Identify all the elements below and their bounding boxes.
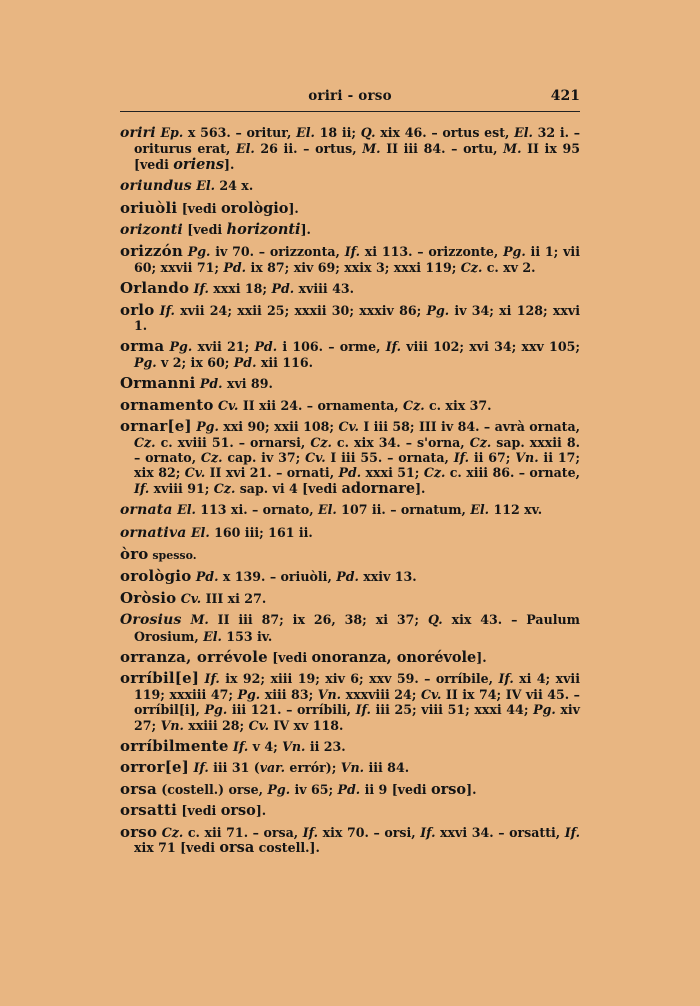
entry-text: Cz.: [423, 465, 446, 481]
entry-text: II iii 84. – ortu,: [380, 141, 504, 157]
dictionary-entry: [120, 544, 580, 563]
entry-text: xxiv 13.: [358, 569, 417, 585]
entry-text: Pg.: [533, 702, 556, 718]
dictionary-entry: [120, 395, 580, 414]
entry-text: c. xix 37.: [424, 397, 492, 413]
entry-text: 113 xi. – ornato,: [195, 502, 319, 518]
entry-text: Pd.: [195, 569, 219, 585]
entry-text: viii 102; xvi 34; xxv 105;: [401, 339, 580, 355]
entry-text: If.: [453, 449, 470, 465]
entry-text: Q.: [427, 612, 443, 628]
entry-text: El.: [203, 628, 222, 644]
entry-text: If.: [498, 671, 514, 687]
entry-text: Vn.: [340, 760, 365, 776]
entry-text: var.: [259, 760, 286, 776]
dictionary-entry: [120, 281, 580, 296]
entry-text: c. xviii 51. – ornarsi,: [155, 434, 311, 450]
entry-text: If.: [204, 671, 220, 687]
cross-reference: horizonti: [226, 221, 301, 239]
entry-text: El.: [190, 524, 210, 540]
cross-reference: orso: [430, 780, 467, 798]
entry-text: iii 84.: [364, 760, 410, 776]
entry-text: If.: [193, 281, 209, 297]
entry-text: 107 ii. – ornatum,: [336, 502, 471, 518]
entry-text: Vn.: [160, 717, 184, 733]
entry-text: xxxi 18;: [208, 281, 272, 297]
entry-text: xiii 83;: [260, 686, 318, 702]
entry-text: v 2; ix 60;: [156, 354, 234, 370]
dictionary-entry: [120, 244, 580, 275]
entry-text: sap. vi 4 [vedi: [235, 480, 342, 496]
entry-text: If.: [385, 339, 401, 355]
entry-headword: oriuòli: [120, 198, 178, 217]
entry-headword: orríbilmente: [120, 737, 229, 755]
entry-text: xvii 24; xxii 25; xxxii 30; xxxiv 86;: [174, 302, 427, 318]
entry-text: ].: [300, 222, 311, 238]
entry-text: El.: [196, 178, 216, 194]
entry-text: xix 46. – ortus est,: [375, 125, 515, 140]
entry-text: Cv.: [338, 419, 359, 435]
entry-text: Cz.: [460, 259, 483, 275]
entry-text: El.: [470, 502, 490, 518]
entry-list: [120, 125, 580, 861]
entry-text: [vedi: [177, 200, 221, 216]
entry-text: ].: [476, 649, 487, 665]
entry-text: ii 9 [vedi: [360, 781, 431, 797]
entry-headword: oriundus: [120, 178, 192, 195]
running-title: oriri - orso: [308, 88, 392, 104]
entry-text: x 139. – oriuòli,: [218, 569, 337, 585]
entry-text: II xii 24. – ornamenta,: [238, 397, 404, 413]
entry-text: Cz.: [403, 397, 425, 413]
entry-text: xviii 43.: [294, 281, 354, 297]
entry-text: iv 65;: [290, 781, 338, 797]
entry-text: Cz.: [200, 449, 223, 465]
entry-headword: ornamento: [120, 395, 214, 414]
entry-headword: ornar[e]: [120, 417, 192, 436]
dictionary-entry: [120, 525, 580, 541]
dictionary-entry: [120, 647, 580, 666]
entry-text: (costell.) orse,: [156, 781, 268, 797]
entry-text: Pd.: [338, 465, 362, 481]
dictionary-entry: [120, 779, 580, 798]
entry-text: 24 x.: [215, 178, 254, 194]
entry-text: El.: [235, 141, 255, 157]
entry-headword: orizzón: [120, 242, 183, 261]
entry-text: ix 87; xiv 69; xxix 3; xxxi 119;: [246, 259, 461, 275]
running-header: [120, 86, 580, 108]
entry-text: II iii 87; ix 26, 38; xi 37;: [208, 612, 428, 628]
entry-text: M.: [503, 141, 522, 157]
entry-text: xix 43. – Paulum Orosium,: [134, 612, 580, 644]
entry-text: x 563. – oritur,: [183, 125, 297, 140]
entry-text: xxiii 28;: [183, 717, 249, 733]
dictionary-entry: [120, 178, 580, 194]
entry-text: xvi 89.: [222, 376, 273, 392]
entry-text: xix 71 [vedi: [134, 840, 220, 856]
entry-headword: orror[e]: [120, 758, 190, 777]
entry-text: If.: [232, 739, 249, 754]
entry-text: 153 iv.: [221, 628, 273, 644]
dictionary-entry: [120, 822, 581, 857]
dictionary-entry: [120, 198, 580, 217]
entry-text: Ep.: [160, 125, 184, 140]
entry-text: ii 23.: [305, 739, 346, 754]
dictionary-entry: [120, 300, 581, 334]
entry-text: If.: [159, 302, 175, 318]
dictionary-entry: [120, 612, 580, 644]
entry-text: Pd.: [199, 376, 223, 392]
entry-text: III xi 27.: [201, 590, 267, 606]
entry-text: Cz.: [161, 824, 184, 840]
entry-text: iii 25; viii 51; xxxi 44;: [370, 702, 534, 718]
entry-text: 32 i. – oriturus erat,: [134, 125, 581, 157]
entry-text: xxxi 51;: [361, 465, 424, 481]
entry-text: II ix 74; IV vii 45. – orríbil[i],: [134, 686, 580, 718]
dictionary-entry: [120, 803, 580, 818]
entry-headword: ornata: [120, 502, 173, 519]
entry-text: Q.: [360, 125, 376, 140]
entry-text: spesso.: [148, 548, 197, 562]
entry-text: If.: [134, 480, 150, 496]
entry-text: errór);: [285, 760, 341, 776]
entry-text: M.: [362, 141, 381, 157]
entry-text: 112 xv.: [489, 502, 543, 518]
entry-text: ii 1; vii 60; xxvii 71;: [134, 244, 580, 275]
entry-text: Cz.: [213, 480, 236, 496]
cross-reference: adornare: [341, 479, 416, 497]
entry-text: xi 4; xvii 119; xxxiii 47;: [134, 671, 580, 702]
dictionary-entry: [120, 588, 580, 607]
entry-headword: Orlando: [120, 279, 190, 298]
entry-text: If.: [302, 824, 319, 840]
entry-text: iii 31 (: [208, 760, 260, 776]
entry-text: cap. iv 37;: [222, 449, 306, 465]
entry-text: v 4;: [248, 739, 283, 754]
entry-text: c. xv 2.: [482, 259, 536, 275]
entry-text: Pd.: [337, 781, 361, 797]
entry-text: El.: [177, 502, 196, 518]
entry-text: Cz.: [469, 434, 492, 450]
entry-text: Cv.: [184, 465, 206, 481]
entry-text: Pg.: [237, 686, 261, 702]
entry-headword: orranza, orrévole: [120, 647, 268, 666]
entry-text: ].: [415, 480, 426, 496]
header-rule: [120, 111, 580, 112]
entry-text: If.: [193, 760, 209, 776]
entry-text: 26 ii. – ortus,: [254, 141, 363, 157]
entry-text: Vn.: [515, 449, 539, 465]
entry-text: [vedi: [267, 649, 312, 665]
cross-reference: orològio: [220, 199, 289, 217]
entry-text: iii 121. – orríbili,: [227, 702, 356, 718]
entry-text: I iii 55. – ornata,: [325, 449, 454, 465]
entry-text: ii 17; xix 82;: [134, 449, 580, 481]
entry-text: xxxviii 24;: [341, 686, 421, 702]
entry-text: sap. xxxii 8. – ornato,: [134, 434, 580, 465]
entry-text: If.: [344, 244, 360, 260]
entry-text: I iii 58; III iv 84. – avrà ornata,: [358, 419, 580, 435]
entry-text: Cv.: [420, 686, 442, 702]
entry-text: Pg.: [169, 339, 193, 355]
entry-headword: Orosius: [120, 612, 182, 629]
entry-text: Pg.: [267, 781, 291, 797]
entry-headword: orizonti: [120, 222, 183, 239]
entry-headword: orològio: [120, 567, 192, 586]
entry-text: Pg.: [134, 354, 157, 370]
entry-text: ].: [466, 781, 477, 797]
entry-text: Pg.: [187, 244, 211, 260]
entry-text: c. xii 71. – orsa,: [183, 824, 303, 840]
page-number: 421: [550, 88, 580, 104]
entry-text: Cz.: [310, 434, 332, 450]
entry-text: xviii 91;: [149, 480, 214, 496]
dictionary-entry: [120, 671, 580, 733]
entry-text: [vedi: [182, 222, 227, 238]
cross-reference: oriens: [173, 155, 225, 173]
entry-text: Vn.: [282, 739, 306, 754]
entry-text: Vn.: [317, 686, 342, 702]
entry-text: i 106. – orme,: [277, 339, 386, 355]
entry-text: xi 113. – orizzonte,: [359, 244, 504, 260]
entry-text: Pg.: [426, 302, 450, 318]
entry-text: If.: [355, 702, 371, 718]
entry-text: Cz.: [134, 434, 156, 450]
dictionary-entry: [120, 502, 580, 518]
entry-text: xiv 27;: [134, 702, 580, 733]
entry-text: ].: [288, 200, 299, 216]
entry-text: II xvi 21. – ornati,: [205, 465, 339, 481]
dictionary-entry: [120, 222, 580, 238]
entry-headword: Oròsio: [120, 588, 177, 607]
entry-text: Cv.: [248, 717, 270, 733]
dictionary-entry: [120, 419, 580, 496]
entry-text: Cv.: [305, 449, 326, 465]
entry-text: El.: [514, 125, 533, 140]
entry-text: 18 ii;: [314, 125, 361, 140]
entry-text: If.: [420, 824, 436, 840]
entry-text: xxi 90; xxii 108;: [218, 419, 339, 435]
entry-text: iv 70. – orizzonta,: [210, 244, 345, 260]
entry-text: c. xix 34. – s'orna,: [331, 434, 470, 450]
entry-headword: orso: [120, 822, 158, 841]
entry-text: El.: [318, 502, 337, 518]
entry-text: Pd.: [271, 281, 295, 297]
entry-text: If.: [564, 824, 581, 840]
entry-text: xii 116.: [256, 354, 313, 370]
entry-text: Pg.: [196, 419, 219, 435]
entry-text: ].: [255, 803, 267, 819]
entry-text: costell.].: [254, 840, 320, 856]
entry-text: xix 70. – orsi,: [318, 824, 421, 840]
entry-text: El.: [296, 125, 315, 140]
entry-text: Cv.: [180, 590, 202, 606]
entry-headword: ornativa: [120, 524, 187, 541]
entry-text: II ix 95 [vedi: [134, 141, 580, 172]
dictionary-entry: [120, 339, 580, 370]
entry-text: IV xv 118.: [269, 717, 344, 733]
entry-text: ].: [224, 156, 235, 172]
entry-text: Pg.: [503, 244, 526, 260]
entry-headword: Ormanni: [120, 374, 196, 393]
entry-headword: orsatti: [120, 801, 178, 820]
entry-text: xxvi 34. – orsatti,: [435, 824, 565, 840]
entry-text: ix 92; xiii 19; xiv 6; xxv 59. – orríbile,: [219, 671, 499, 687]
dictionary-entry: [120, 760, 580, 775]
entry-text: Pd.: [254, 339, 278, 355]
dictionary-entry: [120, 569, 580, 584]
entry-headword: orma: [120, 337, 165, 356]
cross-reference: orso: [220, 802, 256, 820]
entry-headword: orlo: [120, 300, 155, 319]
entry-text: xvii 21;: [192, 339, 255, 355]
entry-text: Pg.: [204, 702, 228, 718]
entry-text: ii 67;: [469, 449, 516, 465]
dictionary-entry: [120, 739, 580, 754]
cross-reference: orsa: [219, 839, 255, 857]
entry-text: 160 iii; 161 ii.: [209, 524, 313, 540]
entry-headword: orríbil[e]: [120, 669, 200, 688]
entry-text: c. xiii 86. – ornate,: [445, 465, 580, 481]
entry-text: [vedi: [177, 803, 221, 819]
entry-headword: oriri: [120, 125, 156, 141]
entry-text: iv 34; xi 128; xxvi 1.: [134, 302, 581, 334]
entry-text: Pd.: [223, 259, 247, 275]
entry-text: Cv.: [217, 397, 239, 413]
entry-text: M.: [190, 612, 209, 628]
dictionary-entry: [120, 376, 580, 391]
entry-headword: òro: [120, 544, 149, 563]
entry-text: Pd.: [233, 354, 257, 370]
cross-reference: onoranza, onorévole: [311, 648, 477, 666]
entry-text: Pd.: [336, 569, 359, 585]
dictionary-entry: [120, 125, 580, 172]
entry-headword: orsa: [120, 779, 157, 798]
